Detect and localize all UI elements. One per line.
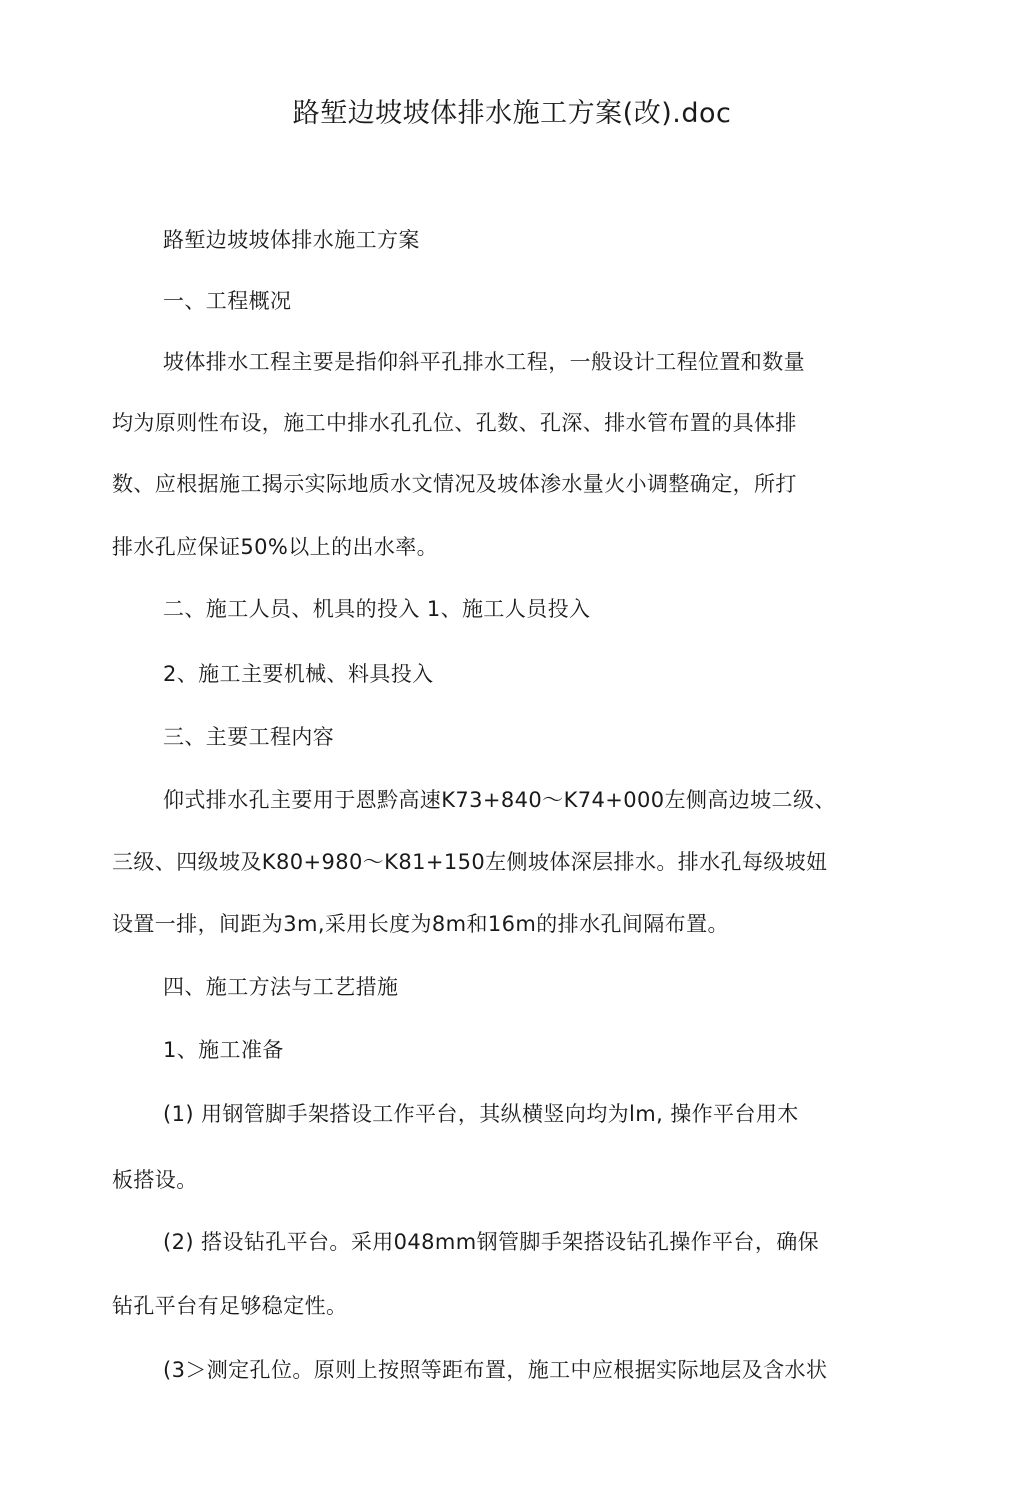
paragraph-line: 均为原则性布设，施工中排水孔孔位、孔数、孔深、排水管布置的具体排 — [112, 411, 797, 435]
doc-heading: 路堑边坡坡体排水施工方案 — [163, 228, 420, 252]
paragraph-line: 数、应根据施工揭示实际地质水文情况及坡体渗水量火小调整确定，所打 — [112, 472, 797, 496]
paragraph-line: (3＞测定孔位。原则上按照等距布置，施工中应根据实际地层及含水状 — [163, 1358, 828, 1382]
subsection-heading: 2、施工主要机械、料具投入 — [163, 662, 434, 686]
section-heading-4: 四、施工方法与工艺措施 — [163, 975, 399, 999]
paragraph-line: (2) 搭设钻孔平台。采用048mm钢管脚手架搭设钻孔操作平台，确保 — [163, 1230, 820, 1254]
paragraph-line: 三级、四级坡及K80+980～K81+150左侧坡体深层排水。排水孔每级坡妞 — [112, 850, 828, 874]
section-heading-3: 三、主要工程内容 — [163, 725, 335, 749]
subsection-heading: 1、施工准备 — [163, 1038, 284, 1062]
paragraph-line: 钻孔平台有足够稳定性。 — [112, 1294, 348, 1318]
paragraph-line: 仰式排水孔主要用于恩黔高速K73+840～K74+000左侧高边坡二级、 — [163, 788, 836, 812]
paragraph-line: 设置一排，间距为3m,采用长度为8m和16m的排水孔间隔布置。 — [112, 912, 729, 936]
section-heading-2: 二、施工人员、机具的投入 1、施工人员投入 — [163, 597, 591, 621]
paragraph-line: 排水孔应保证50%以上的出水率。 — [112, 535, 439, 559]
paragraph-line: (1) 用钢管脚手架搭设工作平台，其纵横竖向均为lm, 操作平台用木 — [163, 1102, 799, 1126]
paragraph-line: 板搭设。 — [112, 1168, 198, 1192]
section-heading-1: 一、工程概况 — [163, 289, 292, 313]
paragraph-line: 坡体排水工程主要是指仰斜平孔排水工程，一般设计工程位置和数量 — [163, 350, 805, 374]
document-title: 路堑边坡坡体排水施工方案(改).doc — [292, 98, 732, 129]
